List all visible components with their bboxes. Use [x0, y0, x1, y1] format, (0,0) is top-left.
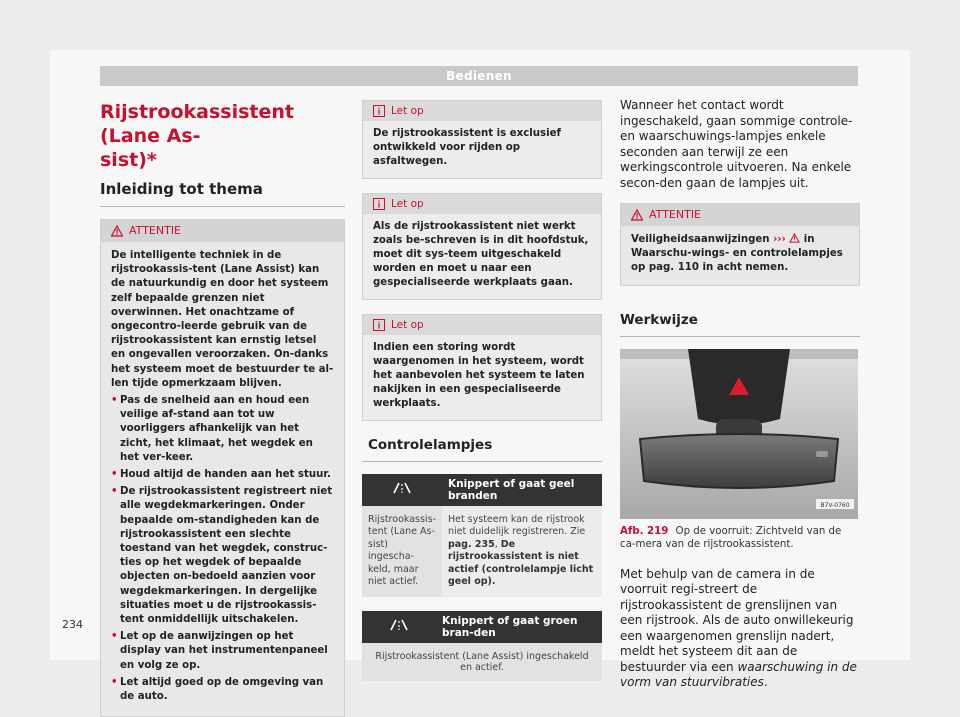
info-icon	[373, 198, 385, 210]
warning-bullet: • De rijstrookassistent registreert niet alle wegdekmarkeringen. Onder bepaalde om-standigheden kan de rijstrookassistent een slechte toestand van het wegdek, construc-ties op het wegdek of bepaalde objecten on-bedoeld aanzien voor wegdekmarkeringen. In dergelijke situaties moet u de rijstrookassis-tent onmiddellijk uitschakelen.	[111, 485, 334, 627]
warning-body	[101, 242, 344, 716]
body-end: .	[763, 675, 768, 690]
subtitle: Inleiding tot thema	[100, 180, 263, 198]
divider	[620, 336, 860, 337]
body-text: Met behulp van de camera in de voorruit regi-streert de rijstrookassistent de grenslijnen van een rijstrook. Als de auto onwillekeurig een waargenomen grenslijn nadert, meldt het systeem dit aan de bestuurder via een	[620, 566, 854, 674]
cell-text-bold: De rijstrookassistent is niet actief (controlelampje licht geel op).	[447, 538, 594, 588]
warning-header	[621, 204, 859, 226]
warning-triangle-icon	[111, 225, 123, 237]
note-label: Let op	[391, 105, 424, 117]
cell-text: Het systeem kan de rijstrook niet duidelijk registreren. Zie	[447, 513, 586, 538]
note-text: Indien een storing wordt waargenomen in het systeem, wordt het aanbevolen het systeem te laten nakijken in een gespecialiseerde werkplaats.	[373, 341, 585, 410]
warning-box	[100, 219, 345, 717]
mirror-illustration	[620, 349, 858, 519]
column-middle	[362, 100, 602, 681]
note-box	[362, 193, 602, 300]
warning-body	[621, 226, 859, 285]
page-reference-link[interactable]: pag. 235	[447, 538, 495, 550]
warning-text: Veiligheidsaanwijzingen	[631, 234, 770, 245]
page-title-line-1: Rijstrookassistent (Lane As-	[100, 101, 294, 147]
note-header	[363, 101, 601, 121]
warning-box	[620, 203, 860, 286]
warning-header	[101, 220, 344, 242]
table-header: Knippert of gaat groen bran-den	[436, 611, 602, 643]
column-right	[620, 98, 860, 703]
warning-bullet: • Let altijd goed op de omgeving van de auto.	[111, 676, 334, 704]
warning-bullet: • Houd altijd de handen aan het stuur.	[111, 468, 334, 482]
table-cell: Het systeem kan de rijstrook niet duidelijk registreren. Zie pag. 235, De rijstrookassistent is niet actief (controlelampje licht geel op).	[442, 506, 602, 597]
info-icon	[373, 319, 385, 331]
warning-label: ATTENTIE	[129, 224, 182, 237]
page-title-line-2: sist)*	[100, 149, 157, 171]
figure-code: B7V-0760	[820, 501, 850, 509]
info-icon	[373, 105, 385, 117]
body-paragraph	[620, 567, 860, 691]
warning-text: in Waarschu-wings- en controlelampjes op pag. 110 in acht nemen.	[631, 234, 843, 274]
note-text: De rijstrookassistent is exclusief ontwikkeld voor rijden op asfaltwegen.	[373, 128, 561, 168]
body-italic-text: waarschuwing in de vorm van stuurvibraties	[620, 659, 857, 690]
note-header	[363, 194, 601, 214]
figure-caption	[620, 525, 860, 551]
warning-label: ATTENTIE	[649, 208, 702, 221]
section-title-werkwijze: Werkwijze	[620, 311, 698, 328]
column-left	[100, 96, 345, 717]
note-label: Let op	[391, 197, 424, 210]
note-header	[363, 315, 601, 335]
note-box	[362, 314, 602, 421]
page-title	[100, 100, 345, 172]
warning-intro: De intelligente techniek in de rijstrookassis-tent (Lane Assist) kan de natuurkundig en door het systeem zelf bepaalde grenzen niet overwinnen. Het onachtzame of ongecontro-leerde gebruik van de rijstrookassistent kan ernstig letsel en ongevallen veroorzaken. On-danks het systeem moet de bestuurder te al-len tijde opmerkzaam blijven.	[111, 250, 334, 389]
warning-bullet: • Let op de aanwijzingen op het display van het instrumentenpaneel en volg ze op.	[111, 630, 334, 673]
section-title-controlelampjes: Controlelampjes	[368, 436, 493, 453]
note-text: Als de rijstrookassistent niet werkt zoals be-schreven is in dit hoofdstuk, moet dit sys-teem uitgeschakeld worden en moet u naar een gespecialiseerde werkplaats gaan.	[373, 220, 589, 289]
windscreen-camera-figure	[620, 349, 858, 519]
table-cell: Rijstrookassis-tent (Lane As-sist) ingescha-keld, maar niet actief.	[362, 506, 442, 597]
indicator-table-green	[362, 611, 602, 681]
figure-label: Afb. 219	[620, 525, 669, 537]
section-header: Bedienen	[100, 66, 858, 86]
warning-triangle-icon	[789, 233, 800, 243]
warning-triangle-icon	[631, 209, 643, 221]
table-cell: Rijstrookassistent (Lane Assist) ingeschakeld en actief.	[362, 643, 602, 681]
note-label: Let op	[391, 318, 424, 331]
note-box	[362, 100, 602, 179]
caption-text: Op de voorruit: Zichtveld van de ca-mera van de rijstrookassistent.	[620, 525, 842, 550]
page-number: 234	[62, 618, 83, 631]
intro-paragraph: Wanneer het contact wordt ingeschakeld, gaan sommige controle- en waarschuwings-lampjes enkele seconden aan terwijl ze een werkingscontrole uitvoeren. Na enkele secon-den gaan de lampjes uit.	[620, 98, 853, 190]
warning-bullet: • Pas de snelheid aan en houd een veilige af-stand aan tot uw voorliggers afhankelijk van het zicht, het klimaat, het wegdek en het ver-keer.	[111, 394, 334, 465]
divider	[362, 461, 602, 462]
indicator-table-yellow	[362, 474, 602, 597]
lane-assist-icon	[362, 474, 442, 506]
spacer	[362, 597, 602, 611]
lane-assist-icon	[362, 611, 436, 643]
table-header: Knippert of gaat geel branden	[442, 474, 602, 506]
divider	[100, 206, 345, 207]
cross-reference-arrows[interactable]: ›››	[773, 234, 786, 245]
